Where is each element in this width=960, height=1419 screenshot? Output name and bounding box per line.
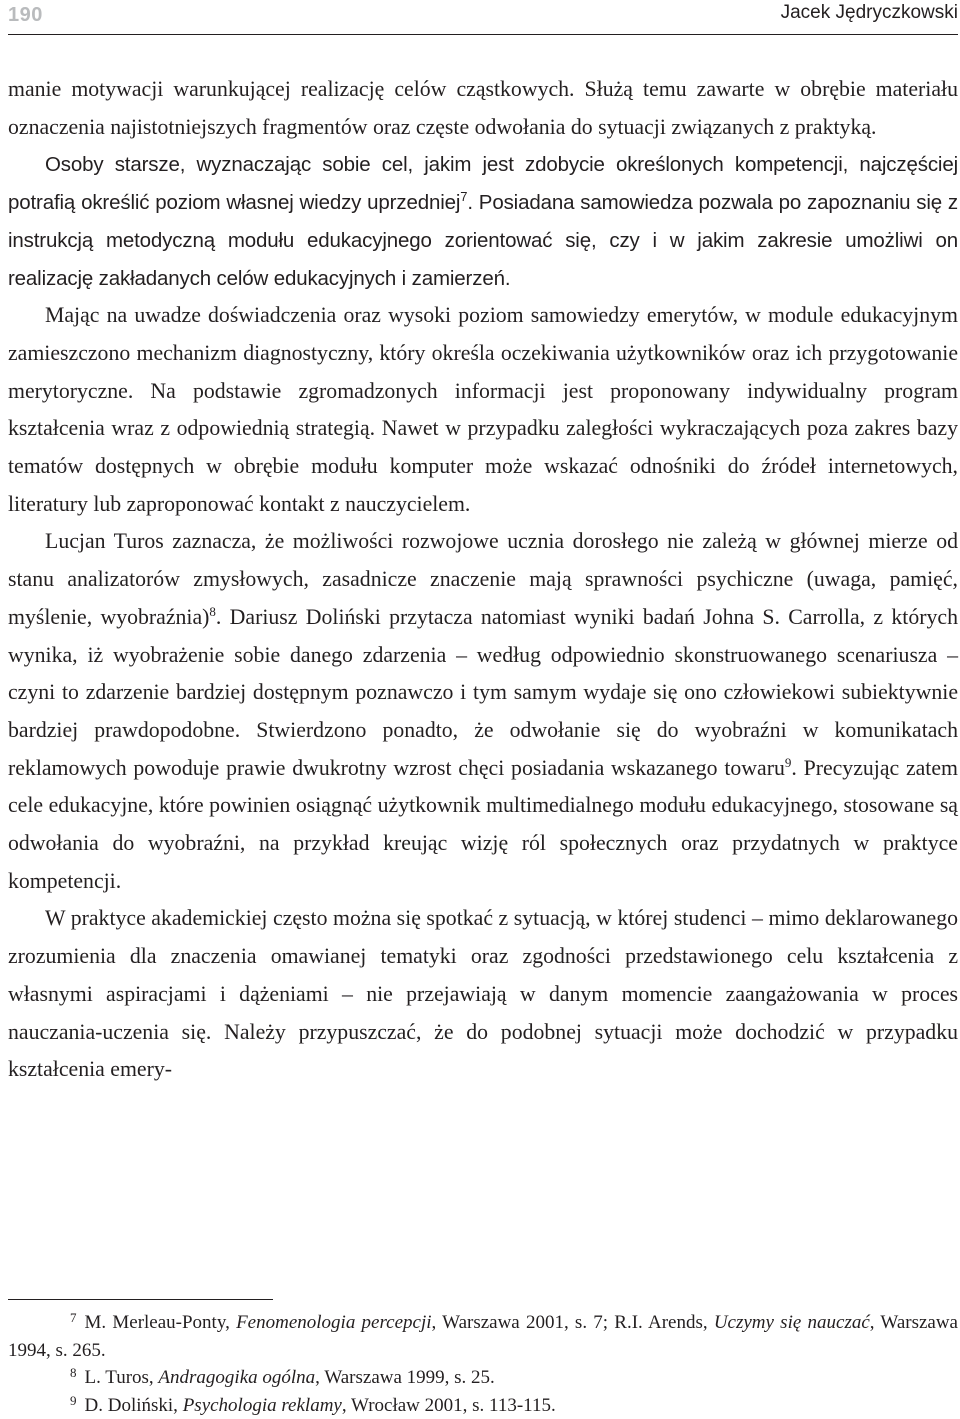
paragraph-4 [8,523,958,900]
running-head-author: Jacek Jędryczkowski [780,2,958,23]
page-number: 190 [8,4,43,26]
footnote-reference[interactable]: 9 [784,754,792,770]
footnote-separator [8,1299,273,1300]
footnote-text: , Warszawa 2001, s. 7; R.I. Arends, [431,1312,714,1333]
footnote-reference[interactable]: 8 [209,603,216,619]
footnote-text: , Warszawa 1994, s. 265. [8,1312,958,1361]
paragraph-text: . Precyzując zatem cele edukacyjne, które powinien osiągnąć użytkownik multimedialnego modułu edukacyjnego, stosowane są odwołania do wyobraźni, na przykład kreując wizję ról społecznych oraz przydatnych w praktyce kompetencji. [8,755,958,893]
footnote-9: 9 D. Doliński, Psychologia reklamy, Wrocław 2001, s. 113-115. [70,1392,556,1416]
paragraph-3 [8,297,958,523]
footnote-7: 7 M. Merleau-Ponty, Fenomenologia percepcji, Warszawa 2001, s. 7; R.I. Arends, Uczymy się nauczać, Warszawa 1994, s. 265. [8,1310,958,1361]
footnote-title: Psychologia reklamy [182,1394,342,1416]
paragraph-text: Lucjan Turos zaznacza, że możliwości rozwojowe ucznia dorosłego nie zależą w głównej mierze od stanu analizatorów zmysłowych, zasadnicze znaczenie mają sprawności psychiczne (uwaga, pamięć, myślenie, wyobraźnia) [8,529,958,629]
footnote-title: Andragogika ogólna [158,1367,316,1388]
paragraph-text: . Dariusz Doliński przytacza natomiast wyniki badań Johna S. Carrolla, z których wynika, iż wyobrażenie sobie danego zdarzenia – według odpowiednio skonstruowanego scenariusza – czyni to zdarzenie bardziej dostępnym poznawczo i tym samym wydaje się ono człowiekowi subiektywnie bardziej prawdopodobne. Stwierdzono ponadto, że odwołanie się do wyobraźni w komunikatach reklamowych powoduje prawie dwukrotny wzrost chęci posiadania wskazanego towaru [8,604,958,780]
paragraph-1 [8,71,958,146]
footnote-text: , Wrocław 2001, s. 113-115. [341,1394,556,1416]
footnotes [8,1309,958,1419]
footnote-text: , Warszawa 1999, s. 25. [315,1367,495,1388]
footnote-text: L. Turos, [84,1367,159,1388]
paragraph-text: . Posiadana samowiedza pozwala po zapoznaniu się z instrukcją metodyczną modułu edukacyjnego zorientować się, czy i w jakim zakresie umożliwi on realizację zakładanych celów edukacyjnych i zamierzeń. [8,191,958,290]
paragraph-text: Osoby starsze, wyznaczając sobie cel, jakim jest zdobycie określonych kompetencji, najczęściej potrafią określić poziom własnej wiedzy uprzedniej [8,153,958,215]
paragraph-text: Mając na uwadze doświadczenia oraz wysoki poziom samowiedzy emerytów, w module edukacyjnym zamieszczono mechanizm diagnostyczny, który określa oczekiwania użytkowników oraz ich przygotowanie merytoryczne. Na podstawie zgromadzonych informacji jest proponowany indywidualny program kształcenia wraz z odpowiednią strategią. Nawet w przypadku zaległości wykraczających poza zakres bazy tematów dostępnych w obrębie modułu komputer może wskazać odnośniki do źródeł internetowych, literatury lub zaproponować kontakt z nauczycielem. [8,303,958,516]
footnote-title: Uczymy się nauczać [713,1312,870,1333]
paragraph-text: manie motywacji warunkującej realizację celów cząstkowych. Służą temu zawarte w obrębie materiału oznaczenia najistotniejszych fragmentów oraz częste odwołania do sytuacji związanych z praktyką. [8,77,958,139]
paragraph-text: W praktyce akademickiej często można się spotkać z sytuacją, w której studenci – mimo deklarowanego zrozumienia dla znaczenia omawianej tematyki oraz zgodności przedstawionego celu kształcenia z własnymi aspiracjami i dążeniami – nie przejawiają w danym momencie zaangażowania w proces nauczania-uczenia się. Należy przypuszczać, że do podobnej sytuacji może dochodzić w przypadku kształcenia emery- [8,906,958,1082]
paragraph-2 [8,146,958,297]
body-text [8,71,958,1089]
footnote-reference[interactable]: 7 [460,189,468,205]
footnote-title: Fenomenologia percepcji [236,1312,432,1333]
footnote-text: M. Merleau-Ponty, [84,1312,237,1333]
page-header [8,0,958,35]
footnote-text: D. Doliński, [84,1394,183,1416]
footnote-8: 8 L. Turos, Andragogika ogólna, Warszawa 1999, s. 25. [70,1365,495,1388]
paragraph-5 [8,900,958,1089]
